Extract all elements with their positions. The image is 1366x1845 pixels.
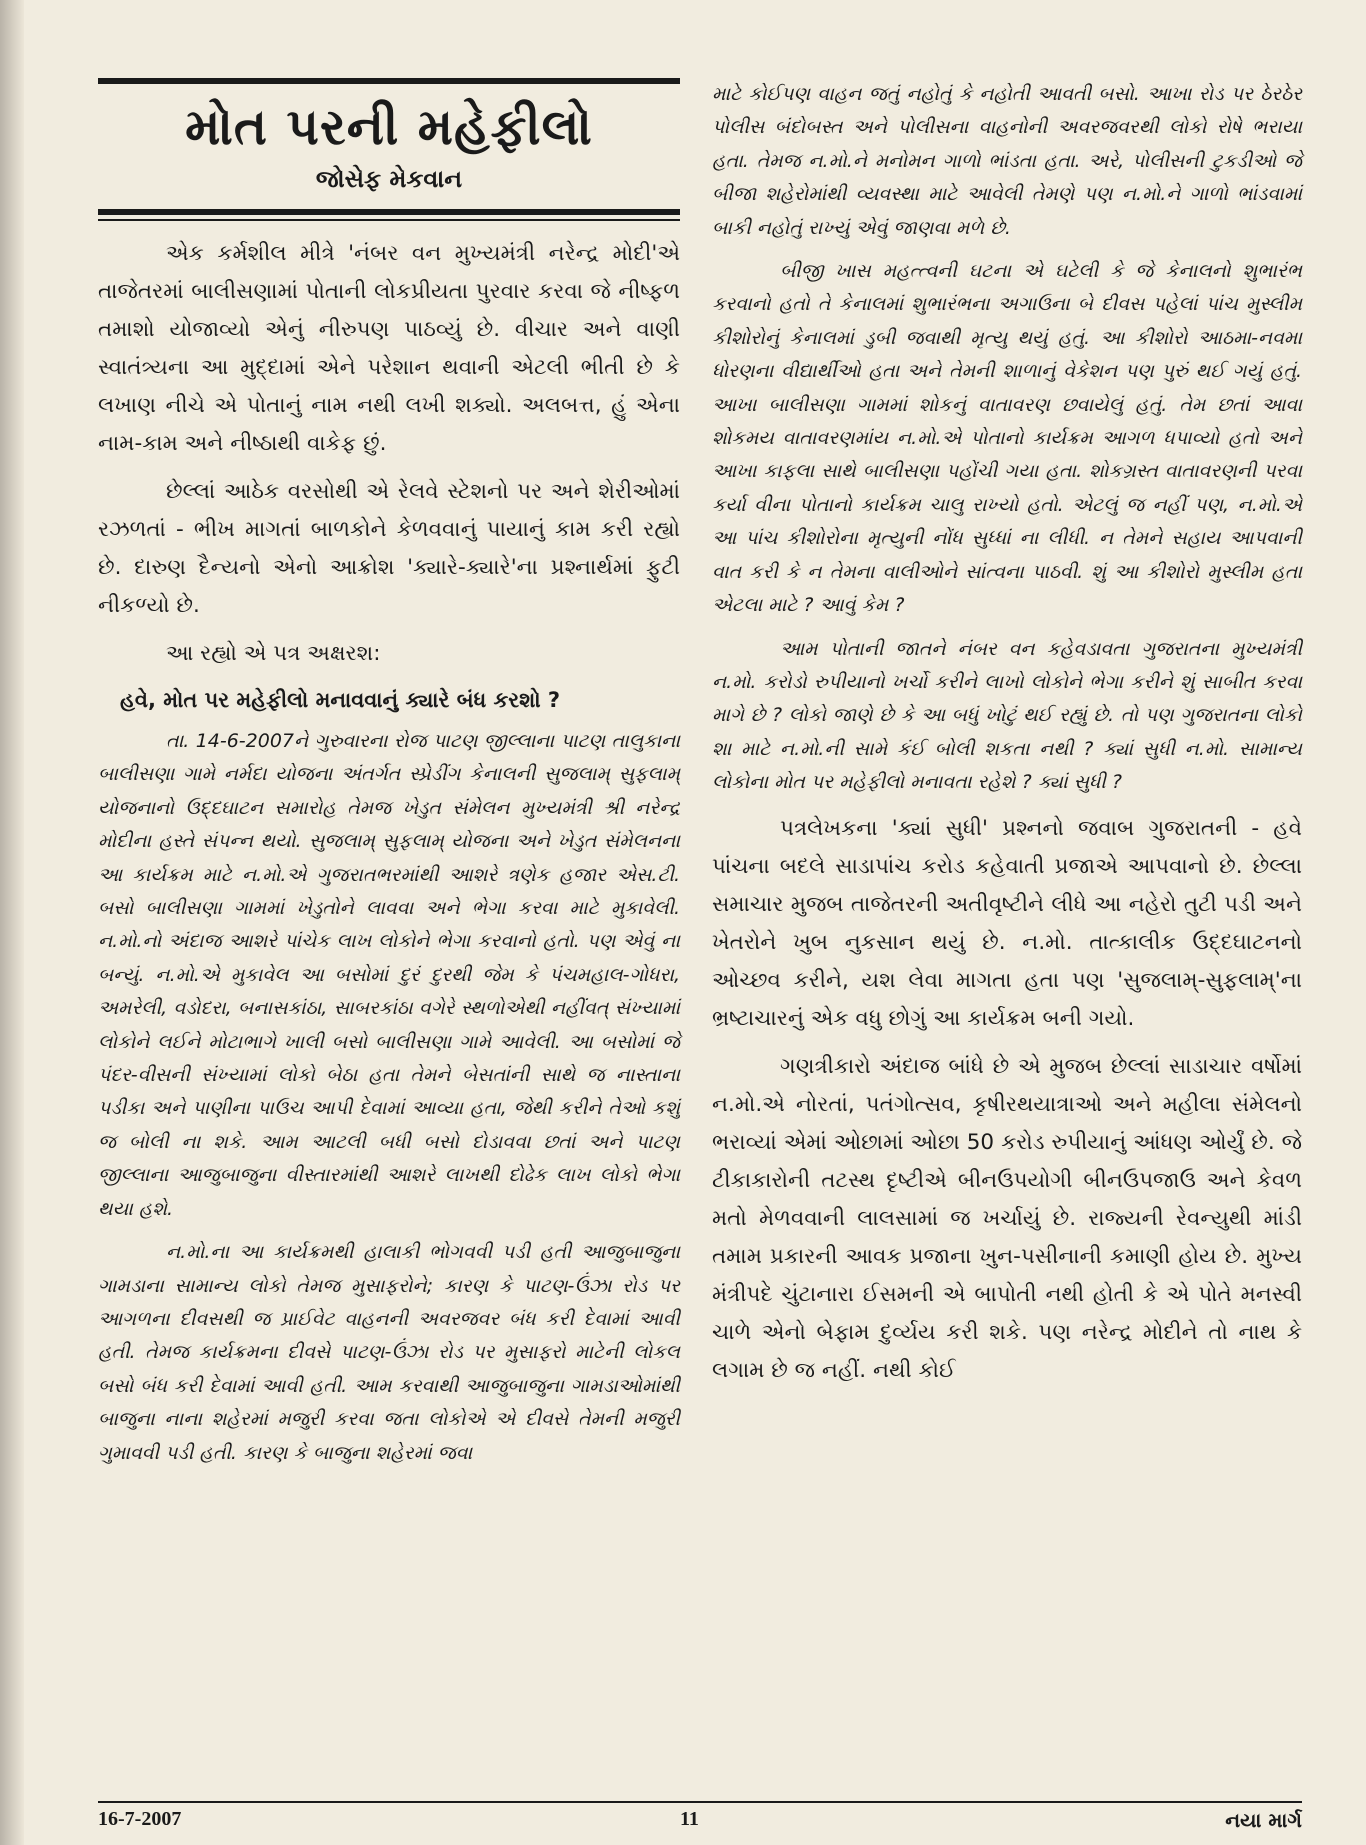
paragraph-intro: એક કર્મશીલ મીત્રે 'નંબર વન મુખ્યમંત્રી નરેન્દ્ર મોદી'એ તાજેતરમાં બાલીસણામાં પોતાની લોકપ્રીયતા પુરવાર કરવા જે નીષ્ફળ તમાશો યોજાવ્યો એનું નીરુપણ પાઠવ્યું છે. વીચાર અને વાણી સ્વાતંત્ર્યના આ મુદ્દામાં એને પરેશાન થવાની એટલી ભીતી છે કે લખાણ નીચે એ પોતાનું નામ નથી લખી શક્યો. અલબત્ત, હું એના નામ-કામ અને નીષ્ઠાથી વાકેફ છું. bbox=[98, 241, 680, 456]
paragraph-response-2: ગણત્રીકારો અંદાજ બાંધે છે એ મુજબ છેલ્લાં સાડાચાર વર્ષોમાં ન.મો.એ નોરતાં, પતંગોત્સવ, કૃષીરથયાત્રાઓ અને મહીલા સંમેલનો ભરાવ્યાં એમાં ઓછામાં ઓછા 50 કરોડ રુપીયાનું આંધણ ઓર્યું છે. જે ટીકાકારોની તટસ્થ દૃષ્ટીએ બીનઉપયોગી બીનઉપજાઉ અને કેવળ મતો મેળવવાની લાલસામાં જ ખર્ચાયું છે. રાજ્યની રેવન્યુથી માંડી તમામ પ્રકારની આવક પ્રજાના ખુન-પસીનાની કમાણી હોય છે. મુખ્ય મંત્રીપદે ચુંટાનારા ઈસમની એ બાપોતી નથી હોતી કે એ પોતે મનસ્વી ચાળે એનો બેફામ દુર્વ્યય કરી શકે. પણ નરેન્દ્ર મોદીને તો નાથ કે લગામ છે જ નહીં. નથી કોઈ bbox=[712, 1053, 1302, 1383]
paragraph-letter-2: ન.મો.ના આ કાર્યક્રમથી હાલાકી ભોગવવી પડી હતી આજુબાજુના ગામડાના સામાન્ય લોકો તેમજ મુસાફરોને; કારણ કે પાટણ-ઉંઝા રોડ પર આગળના દીવસથી જ પ્રાઈવેટ વાહનની અવરજવર બંધ કરી દેવામાં આવી હતી. તેમજ કાર્યક્રમના દીવસે પાટણ-ઉંઝા રોડ પર મુસાફરો માટેની લોકલ બસો બંધ કરી દેવામાં આવી હતી. આમ કરવાથી આજુબાજુના ગામડાઓમાંથી બાજુના નાના શહેરમાં મજુરી કરવા જતા લોકોએ એ દીવસે તેમની મજુરી ગુમાવવી પડી હતી. કારણ કે બાજુના શહેરમાં જવા bbox=[98, 1241, 680, 1464]
paragraph-letter-3: માટે કોઈપણ વાહન જતું નહોતું કે નહોતી આવતી બસો. આખા રોડ પર ઠેરઠેર પોલીસ બંદોબસ્ત અને પોલીસના વાહનોની અવરજવરથી લોકો રોષે ભરાયા હતા. તેમજ ન.મો.ને મનોમન ગાળો ભાંડતા હતા. અરે, પોલીસની ટુકડીઓ જે બીજા શહેરોમાંથી વ્યવસ્થા માટે આવેલી તેમણે પણ ન.મો.ને ગાળો ભાંડવામાં બાકી નહોતું રાખ્યું એવું જાણવા મળે છે. bbox=[712, 83, 1302, 239]
article-title: મોત પરની મહેફીલો bbox=[185, 98, 593, 156]
publication-name: નયા માર્ગ bbox=[1225, 1808, 1302, 1832]
left-column bbox=[98, 78, 680, 1470]
footer-date: 16-7-2007 bbox=[98, 1808, 182, 1830]
paragraph-letter-intro: આ રહ્યો એ પત્ર અક્ષરશ: bbox=[166, 641, 381, 666]
page-number: 11 bbox=[680, 1808, 699, 1830]
footer-rule bbox=[98, 1801, 1302, 1803]
title-bottom-thin-rule bbox=[98, 219, 680, 221]
right-column bbox=[712, 78, 1302, 1390]
title-bottom-rule bbox=[98, 209, 680, 215]
page-edge-shadow bbox=[0, 0, 24, 1845]
article-author: જોસેફ મેકવાન bbox=[315, 165, 463, 193]
paragraph-letter-5: આમ પોતાની જાતને નંબર વન કહેવડાવતા ગુજરાતના મુખ્યમંત્રી ન.મો. કરોડો રુપીયાનો ખર્ચો કરીને લાખો લોકોને ભેગા કરીને શું સાબીત કરવા માગે છે ? લોકો જાણે છે કે આ બધું ખોટું થઈ રહ્યું છે. તો પણ ગુજરાતના લોકો શા માટે ન.મો.ની સામે કંઈ બોલી શકતા નથી ? ક્યાં સુધી ન.મો. સામાન્ય લોકોના મોત પર મહેફીલો મનાવતા રહેશે ? ક્યાં સુધી ? bbox=[712, 637, 1302, 794]
letter-heading: હવે, મોત પર મહેફીલો મનાવવાનું ક્યારે બંધ કરશો ? bbox=[120, 688, 561, 712]
paragraph-letter-4: બીજી ખાસ મહત્ત્વની ઘટના એ ઘટેલી કે જે કેનાલનો શુભારંભ કરવાનો હતો તે કેનાલમાં શુભારંભના અગાઉના બે દીવસ પહેલાં પાંચ મુસ્લીમ કીશોરોનું કેનાલમાં ડુબી જવાથી મૃત્યુ થયું હતું. આ કીશોરો આઠમા-નવમા ધોરણના વીદ્યાર્થીઓ હતા અને તેમની શાળાનું વેકેશન પણ પુરું થઈ ગયું હતું. આખા બાલીસણા ગામમાં શોકનું વાતાવરણ છવાયેલું હતું. તેમ છતાં આવા શોકમય વાતાવરણમાંય ન.મો.એ પોતાનો કાર્યક્રમ આગળ ધપાવ્યો હતો અને આખા કાફલા સાથે બાલીસણા પહોંચી ગયા હતા. શોકગ્રસ્ત વાતાવરણની પરવા કર્યા વીના પોતાનો કાર્યક્રમ ચાલુ રાખ્યો હતો. એટલું જ નહીં પણ, ન.મો.એ આ પાંચ કીશોરોના મૃત્યુની નોંધ સુધ્ધાં ના લીધી. ન તેમને સહાય આપવાની વાત કરી કે ન તેમના વાલીઓને સાંત્વના પાઠવી. શું આ કીશોરો મુસ્લીમ હતા એટલા માટે ? આવું કેમ ? bbox=[712, 260, 1302, 617]
paragraph-response-1: પત્રલેખકના 'ક્યાં સુધી' પ્રશ્નનો જવાબ ગુજરાતની - હવે પાંચના બદલે સાડાપાંચ કરોડ કહેવાતી પ્રજાએ આપવાનો છે. છેલ્લા સમાચાર મુજબ તાજેતરની અતીવૃષ્ટીને લીધે આ નહેરો તુટી પડી અને ખેતરોને ખુબ નુકસાન થયું છે. ન.મો. તાત્કાલીક ઉદ્દઘાટનનો ઓચ્છવ કરીને, યશ લેવા માગતા હતા પણ 'સુજલામ્-સુફલામ્'ના ભ્રષ્ટાચારનું એક વધુ છોગું આ કાર્યક્રમ બની ગયો. bbox=[712, 815, 1302, 1031]
paragraph-letter-1: તા. 14-6-2007ને ગુરુવારના રોજ પાટણ જીલ્લાના પાટણ તાલુકાના બાલીસણા ગામે નર્મદા યોજના અંતર્ગત સ્પ્રેડીંગ કેનાલની સુજલામ્ સુફલામ્ યોજનાનો ઉદ્દઘાટન સમારોહ તેમજ ખેડુત સંમેલન મુખ્યમંત્રી શ્રી નરેન્દ્ર મોદીના હસ્તે સંપન્ન થયો. સુજલામ્ સુફલામ્ યોજના અને ખેડુત સંમેલનના આ કાર્યક્રમ માટે ન.મો.એ ગુજરાતભરમાંથી આશરે ત્રણેક હજાર એસ.ટી. બસો બાલીસણા ગામમાં ખેડુતોને લાવવા અને ભેગા કરવા માટે મુકાવેલી. ન.મો.નો અંદાજ આશરે પાંચેક લાખ લોકોને ભેગા કરવાનો હતો. પણ એવું ના બન્યું. ન.મો.એ મુકાવેલ આ બસોમાં દુરં દુરથી જેમ કે પંચમહાલ-ગોધરા, અમરેલી, વડોદરા, બનાસકાંઠા, સાબરકાંઠા વગેરે સ્થળોએથી નહીંવત્ સંખ્યામાં લોકોને લઈને મોટાભાગે ખાલી બસો બાલીસણા ગામે આવેલી. આ બસોમાં જે પંદર-વીસની સંખ્યામાં લોકો બેઠા હતા તેમને બેસતાંની સાથે જ નાસ્તાના પડીકા અને પાણીના પાઉચ આપી દેવામાં આવ્યા હતા, જેથી કરીને તેઓ કશું જ બોલી ના શકે. આમ આટલી બધી બસો દોડાવવા છતાં અને પાટણ જીલ્લાના આજુબાજુના વીસ્તારમાંથી આશરે લાખથી દોઢેક લાખ લોકો ભેગા થયા હશે. bbox=[98, 730, 680, 1220]
title-top-rule bbox=[98, 78, 680, 84]
paragraph-background: છેલ્લાં આઠેક વરસોથી એ રેલવે સ્ટેશનો પર અને શેરીઓમાં રઝળતાં - ભીખ માગતાં બાળકોને કેળવવાનું પાયાનું કામ કરી રહ્યો છે. દારુણ દૈન્યનો એનો આક્રોશ 'ક્યારે-ક્યારે'ના પ્રશ્નાર્થમાં ફુટી નીકળ્યો છે. bbox=[98, 479, 680, 618]
